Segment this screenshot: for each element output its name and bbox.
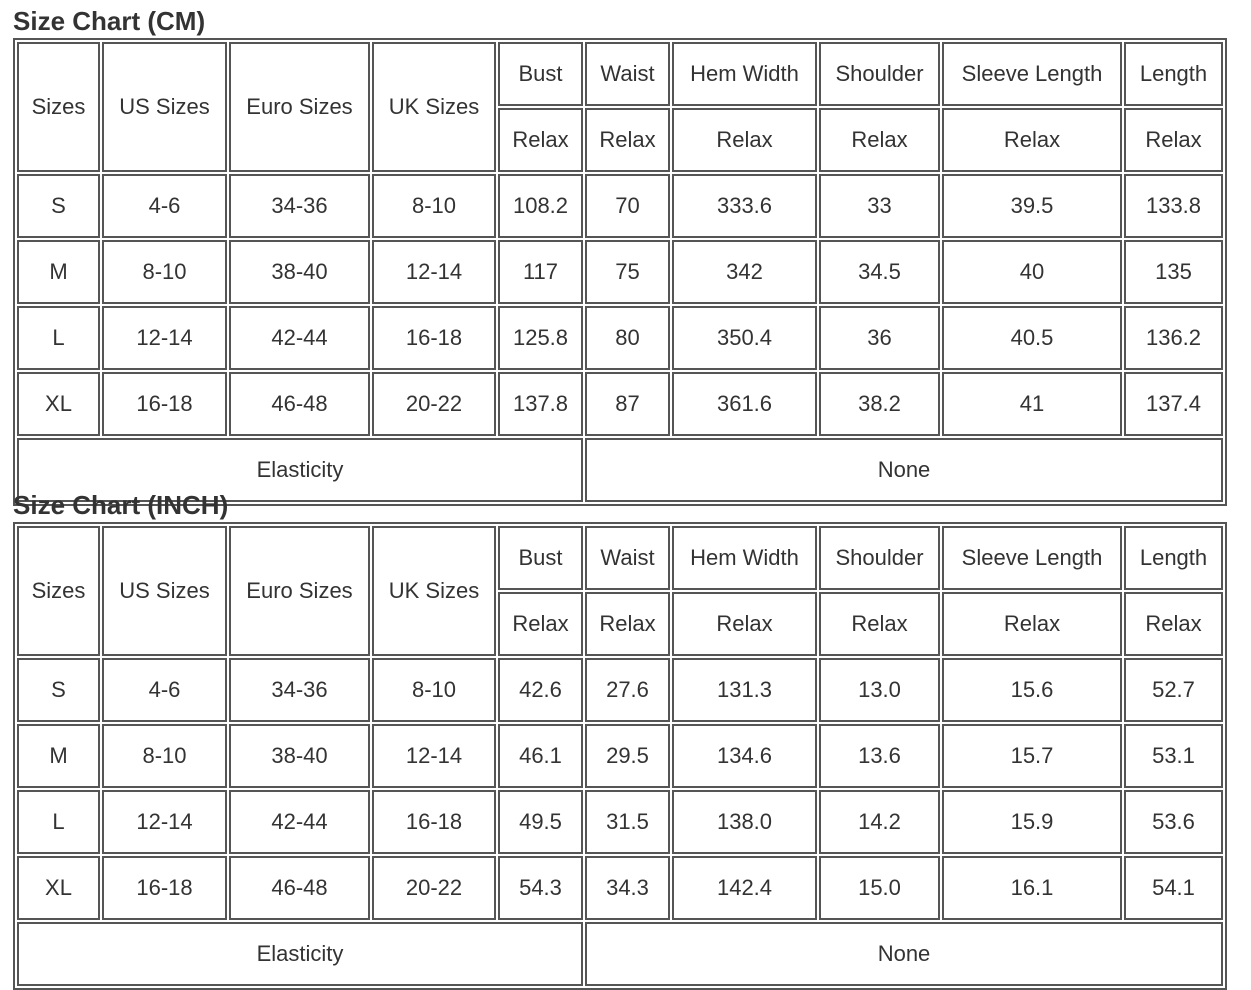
relax-label: Relax [672, 592, 817, 656]
table-cell: 42-44 [229, 306, 370, 370]
table-cell: 33 [819, 174, 940, 238]
table-cell: 12-14 [102, 306, 227, 370]
measure-header: Hem Width [672, 526, 817, 590]
table-cell: 350.4 [672, 306, 817, 370]
header-cell: Euro Sizes [229, 42, 370, 172]
table-cell: L [17, 790, 100, 854]
table-cell: 12-14 [372, 240, 496, 304]
table-cell: 142.4 [672, 856, 817, 920]
table-row [17, 658, 1223, 722]
table-cell: 137.4 [1124, 372, 1223, 436]
table-cell: 20-22 [372, 856, 496, 920]
size-chart-cm-table [13, 38, 1227, 506]
table-cell: 34-36 [229, 658, 370, 722]
elasticity-value: None [585, 922, 1223, 986]
relax-label: Relax [498, 108, 583, 172]
table-row [17, 174, 1223, 238]
size-chart-cm-title: Size Chart (CM) [13, 6, 206, 36]
table-cell: 80 [585, 306, 670, 370]
table-cell: 41 [942, 372, 1122, 436]
measure-header: Sleeve Length [942, 42, 1122, 106]
table-cell: M [17, 724, 100, 788]
header-row [17, 526, 1223, 590]
table-cell: 13.6 [819, 724, 940, 788]
table-cell: 34.5 [819, 240, 940, 304]
table-cell: 53.6 [1124, 790, 1223, 854]
relax-label: Relax [819, 592, 940, 656]
table-cell: 38.2 [819, 372, 940, 436]
table-row [17, 306, 1223, 370]
table-cell: 12-14 [102, 790, 227, 854]
measure-header: Bust [498, 42, 583, 106]
relax-label: Relax [1124, 592, 1223, 656]
header-cell: US Sizes [102, 526, 227, 656]
elasticity-label: Elasticity [17, 922, 583, 986]
table-cell: 54.3 [498, 856, 583, 920]
table-cell: 15.0 [819, 856, 940, 920]
table-cell: 12-14 [372, 724, 496, 788]
table-cell: 333.6 [672, 174, 817, 238]
table-cell: 29.5 [585, 724, 670, 788]
measure-header: Length [1124, 526, 1223, 590]
measure-header: Shoulder [819, 526, 940, 590]
table-row [17, 790, 1223, 854]
table-cell: 40.5 [942, 306, 1122, 370]
header-cell: UK Sizes [372, 526, 496, 656]
measure-header: Sleeve Length [942, 526, 1122, 590]
table-cell: M [17, 240, 100, 304]
measure-header: Length [1124, 42, 1223, 106]
table-cell: 31.5 [585, 790, 670, 854]
table-cell: 131.3 [672, 658, 817, 722]
table-cell: 16-18 [102, 856, 227, 920]
table-cell: 8-10 [372, 658, 496, 722]
table-cell: 135 [1124, 240, 1223, 304]
table-cell: 13.0 [819, 658, 940, 722]
table-cell: 46.1 [498, 724, 583, 788]
table-cell: XL [17, 372, 100, 436]
table-cell: 52.7 [1124, 658, 1223, 722]
relax-label: Relax [1124, 108, 1223, 172]
table-cell: 27.6 [585, 658, 670, 722]
footer-row [17, 922, 1223, 986]
table-cell: 125.8 [498, 306, 583, 370]
measure-header: Waist [585, 526, 670, 590]
measure-header: Hem Width [672, 42, 817, 106]
table-cell: 117 [498, 240, 583, 304]
table-cell: 87 [585, 372, 670, 436]
table-cell: 34-36 [229, 174, 370, 238]
table-cell: 16-18 [372, 306, 496, 370]
table-cell: 15.7 [942, 724, 1122, 788]
table-cell: 46-48 [229, 372, 370, 436]
table-cell: 4-6 [102, 174, 227, 238]
table-cell: 42-44 [229, 790, 370, 854]
table-cell: S [17, 174, 100, 238]
header-cell: UK Sizes [372, 42, 496, 172]
table-cell: 40 [942, 240, 1122, 304]
relax-label: Relax [498, 592, 583, 656]
table-cell: 54.1 [1124, 856, 1223, 920]
table-row [17, 724, 1223, 788]
header-cell: Sizes [17, 526, 100, 656]
table-cell: 361.6 [672, 372, 817, 436]
table-cell: 16-18 [372, 790, 496, 854]
table-cell: 15.6 [942, 658, 1122, 722]
table-cell: 133.8 [1124, 174, 1223, 238]
table-cell: 108.2 [498, 174, 583, 238]
table-cell: 49.5 [498, 790, 583, 854]
table-cell: 75 [585, 240, 670, 304]
table-cell: XL [17, 856, 100, 920]
measure-header: Waist [585, 42, 670, 106]
table-cell: 53.1 [1124, 724, 1223, 788]
table-row [17, 372, 1223, 436]
table-cell: L [17, 306, 100, 370]
table-cell: 4-6 [102, 658, 227, 722]
relax-label: Relax [672, 108, 817, 172]
relax-label: Relax [585, 592, 670, 656]
header-row [17, 42, 1223, 106]
table-cell: 136.2 [1124, 306, 1223, 370]
table-cell: 39.5 [942, 174, 1122, 238]
table-cell: 20-22 [372, 372, 496, 436]
header-cell: Euro Sizes [229, 526, 370, 656]
measure-header: Shoulder [819, 42, 940, 106]
table-cell: 38-40 [229, 724, 370, 788]
table-cell: 8-10 [102, 240, 227, 304]
table-cell: 70 [585, 174, 670, 238]
table-cell: 38-40 [229, 240, 370, 304]
relax-label: Relax [819, 108, 940, 172]
table-cell: 137.8 [498, 372, 583, 436]
header-cell: Sizes [17, 42, 100, 172]
table-cell: 134.6 [672, 724, 817, 788]
relax-label: Relax [942, 592, 1122, 656]
table-cell: 8-10 [372, 174, 496, 238]
measure-header: Bust [498, 526, 583, 590]
table-cell: 16-18 [102, 372, 227, 436]
table-cell: 42.6 [498, 658, 583, 722]
elasticity-label: Elasticity [17, 438, 583, 502]
table-cell: 138.0 [672, 790, 817, 854]
table-cell: 342 [672, 240, 817, 304]
elasticity-value: None [585, 438, 1223, 502]
table-cell: 15.9 [942, 790, 1122, 854]
size-chart-inch-table [13, 522, 1227, 990]
table-row [17, 856, 1223, 920]
relax-label: Relax [942, 108, 1122, 172]
size-chart-inch-title: Size Chart (INCH) [13, 490, 229, 520]
header-cell: US Sizes [102, 42, 227, 172]
table-row [17, 240, 1223, 304]
table-cell: S [17, 658, 100, 722]
table-cell: 16.1 [942, 856, 1122, 920]
table-cell: 46-48 [229, 856, 370, 920]
table-cell: 36 [819, 306, 940, 370]
table-cell: 34.3 [585, 856, 670, 920]
table-cell: 8-10 [102, 724, 227, 788]
table-cell: 14.2 [819, 790, 940, 854]
relax-label: Relax [585, 108, 670, 172]
